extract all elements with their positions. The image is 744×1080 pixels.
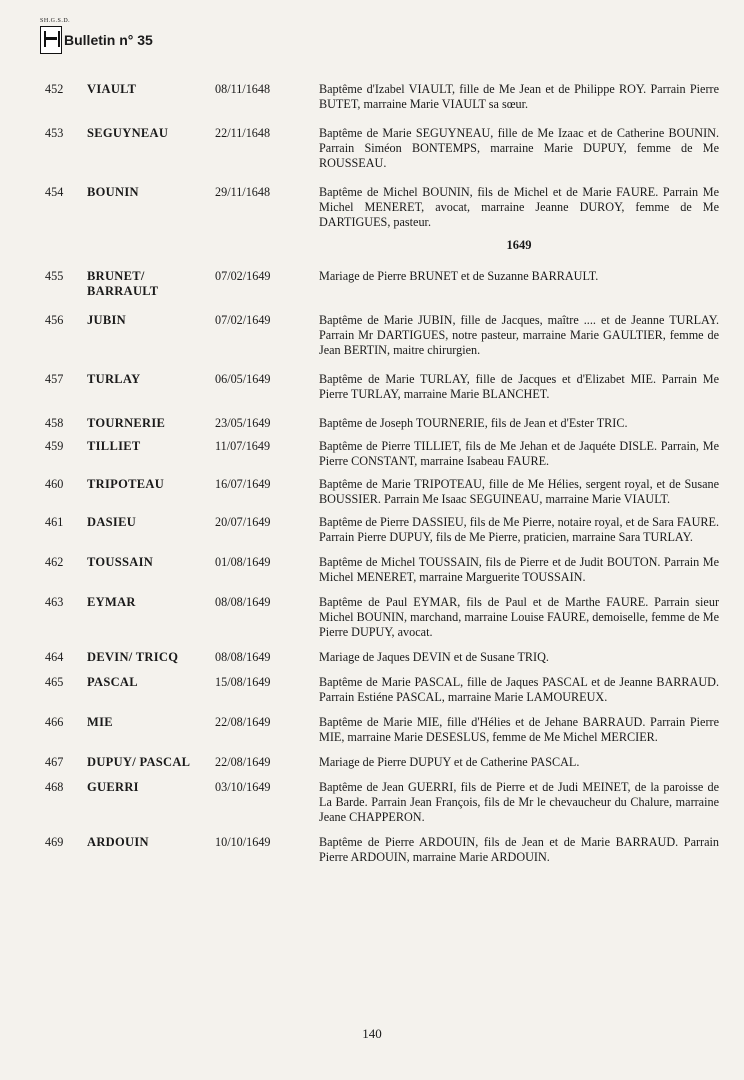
bulletin-title: Bulletin n° 35: [64, 32, 153, 48]
record-description: Baptême de Marie SEGUYNEAU, fille de Me Izaac et de Catherine BOUNIN. Parrain Siméon BONTEMPS, marraine Marie DUPUY, femme de Me ROUSSEAU.: [319, 126, 719, 170]
record-number: 460: [45, 477, 64, 491]
record-name: ARDOUIN: [87, 835, 149, 849]
record-name: TOUSSAIN: [87, 555, 154, 569]
record-row: [45, 269, 725, 299]
record-date: 08/11/1648: [215, 82, 271, 96]
record-date: 22/11/1648: [215, 126, 271, 140]
record-row: [45, 835, 725, 865]
record-number: 453: [45, 126, 64, 140]
record-name: DASIEU: [87, 515, 137, 529]
record-row: [45, 755, 725, 770]
record-row: [45, 515, 725, 545]
record-number: 456: [45, 313, 64, 327]
record-row: [45, 313, 725, 358]
record-row: [45, 780, 725, 825]
record-description: Baptême de Pierre DASSIEU, fils de Me Pierre, notaire royal, et de Sara FAURE. Parrain Pierre DUPUY, fils de Me Pierre, praticien, marraine Sara TURLAY.: [319, 515, 719, 544]
record-date: 03/10/1649: [215, 780, 271, 794]
record-name: EYMAR: [87, 595, 136, 609]
record-row: [45, 372, 725, 402]
record-number: 464: [45, 650, 64, 664]
record-name: GUERRI: [87, 780, 139, 794]
record-name: VIAULT: [87, 82, 137, 96]
records-list: [45, 82, 725, 865]
record-date: 22/08/1649: [215, 755, 271, 769]
record-number: 458: [45, 416, 64, 430]
record-number: 459: [45, 439, 64, 453]
record-number: 452: [45, 82, 64, 96]
record-description: Baptême de Michel TOUSSAIN, fils de Pierre et de Judit BOUTON. Parrain Me Michel MENERET, marraine Marguerite TOUSSAIN.: [319, 555, 719, 584]
year-divider: 1649: [506, 238, 532, 252]
record-row: [45, 126, 725, 171]
record-description: Baptême de Paul EYMAR, fils de Paul et de Marthe FAURE. Parrain sieur Michel BOUNIN, marchand, marraine Louise FAURE, demoiselle, femme de Me Pierre DUPUY, avocat.: [319, 595, 719, 639]
record-description: Baptême de Pierre TILLIET, fils de Me Jehan et de Jaquéte DISLE. Parrain, Me Pierre CONSTANT, marraine Isabeau FAURE.: [319, 439, 719, 468]
record-row: [45, 595, 725, 640]
record-date: 22/08/1649: [215, 715, 271, 729]
record-number: 466: [45, 715, 64, 729]
record-description: Baptême de Pierre ARDOUIN, fils de Jean et de Marie BARRAUD. Parrain Pierre ARDOUIN, marraine Marie ARDOUIN.: [319, 835, 719, 864]
record-row: [45, 82, 725, 112]
record-number: 461: [45, 515, 64, 529]
record-name: TILLIET: [87, 439, 141, 453]
record-description: Baptême de Michel BOUNIN, fils de Michel et de Marie FAURE. Parrain Me Michel MENERET, avocat, marraine Jeanne DUROY, femme de Me DARTIGUES, pasteur.: [319, 185, 719, 229]
record-date: 23/05/1649: [215, 416, 271, 430]
record-number: 457: [45, 372, 64, 386]
record-name: DUPUY/ PASCAL: [87, 755, 191, 769]
record-description: Baptême d'Izabel VIAULT, fille de Me Jean et de Philippe ROY. Parrain Pierre BUTET, marraine Marie VIAULT sa sœur.: [319, 82, 719, 111]
record-description: Baptême de Joseph TOURNERIE, fils de Jean et d'Ester TRIC.: [319, 416, 628, 430]
record-date: 08/08/1649: [215, 650, 271, 664]
record-description: Baptême de Marie TURLAY, fille de Jacques et d'Elizabet MIE. Parrain Me Pierre TURLAY, marraine Marie BLANCHET.: [319, 372, 719, 401]
record-date: 20/07/1649: [215, 515, 271, 529]
record-description: Baptême de Marie MIE, fille d'Hélies et de Jehane BARRAUD. Parrain Pierre MIE, marraine Marie DESESLUS, femme de Me Michel MERCIER.: [319, 715, 719, 744]
record-description: Baptême de Marie TRIPOTEAU, fille de Me Hélies, sergent royal, et de Susane BOUSSIER. Parrain Me Isaac SEGUINEAU, marraine Marie VIAULT.: [319, 477, 719, 506]
record-name: BOUNIN: [87, 185, 139, 199]
record-name: TRIPOTEAU: [87, 477, 165, 491]
record-date: 07/02/1649: [215, 313, 271, 327]
record-description: Baptême de Marie JUBIN, fille de Jacques, maître .... et de Jeanne TURLAY. Parrain Mr DARTIGUES, notre pasteur, marraine Marie GAULTIER, femme de Jean BERTIN, maitre chirurgien.: [319, 313, 719, 357]
record-number: 467: [45, 755, 64, 769]
record-name: JUBIN: [87, 313, 127, 327]
record-row: [45, 650, 725, 665]
record-date: 29/11/1648: [215, 185, 271, 199]
record-row: [45, 477, 725, 507]
society-logo-icon: [40, 26, 62, 54]
record-name: TOURNERIE: [87, 416, 166, 430]
record-date: 15/08/1649: [215, 675, 271, 689]
record-date: 01/08/1649: [215, 555, 271, 569]
record-description: Baptême de Jean GUERRI, fils de Pierre et de Judi MEINET, de la paroisse de La Barde. Parrain Jean François, fils de Mr le chevaucheur du Chalure, marraine Jeane CHAPPERON.: [319, 780, 719, 824]
record-row: [45, 555, 725, 585]
record-name: DEVIN/ TRICQ: [87, 650, 179, 664]
record-row: [45, 416, 725, 431]
record-description: Baptême de Marie PASCAL, fille de Jaques PASCAL et de Jeanne BARRAUD. Parrain Estiéne PASCAL, marraine Marie LAMOUREUX.: [319, 675, 719, 704]
logo-caption: SH.G.S.D.: [40, 18, 71, 24]
record-row: [45, 675, 725, 705]
record-name: PASCAL: [87, 675, 138, 689]
record-date: 10/10/1649: [215, 835, 271, 849]
page-header: [40, 18, 240, 64]
record-date: 06/05/1649: [215, 372, 271, 386]
record-number: 469: [45, 835, 64, 849]
record-description: Mariage de Pierre DUPUY et de Catherine PASCAL.: [319, 755, 580, 769]
record-number: 463: [45, 595, 64, 609]
record-number: 462: [45, 555, 64, 569]
record-date: 16/07/1649: [215, 477, 271, 491]
record-date: 11/07/1649: [215, 439, 271, 453]
record-description: Mariage de Jaques DEVIN et de Susane TRIQ.: [319, 650, 549, 664]
record-number: 454: [45, 185, 64, 199]
record-row: [45, 185, 725, 230]
record-name: SEGUYNEAU: [87, 126, 169, 140]
record-number: 468: [45, 780, 64, 794]
record-date: 07/02/1649: [215, 269, 271, 283]
record-description: Mariage de Pierre BRUNET et de Suzanne BARRAULT.: [319, 269, 599, 283]
record-row: [45, 439, 725, 469]
record-name: TURLAY: [87, 372, 141, 386]
page-number: 140: [362, 1026, 382, 1041]
record-name: BRUNET/ BARRAULT: [87, 269, 159, 298]
record-date: 08/08/1649: [215, 595, 271, 609]
record-name: MIE: [87, 715, 113, 729]
record-number: 465: [45, 675, 64, 689]
record-number: 455: [45, 269, 64, 283]
record-row: [45, 715, 725, 745]
